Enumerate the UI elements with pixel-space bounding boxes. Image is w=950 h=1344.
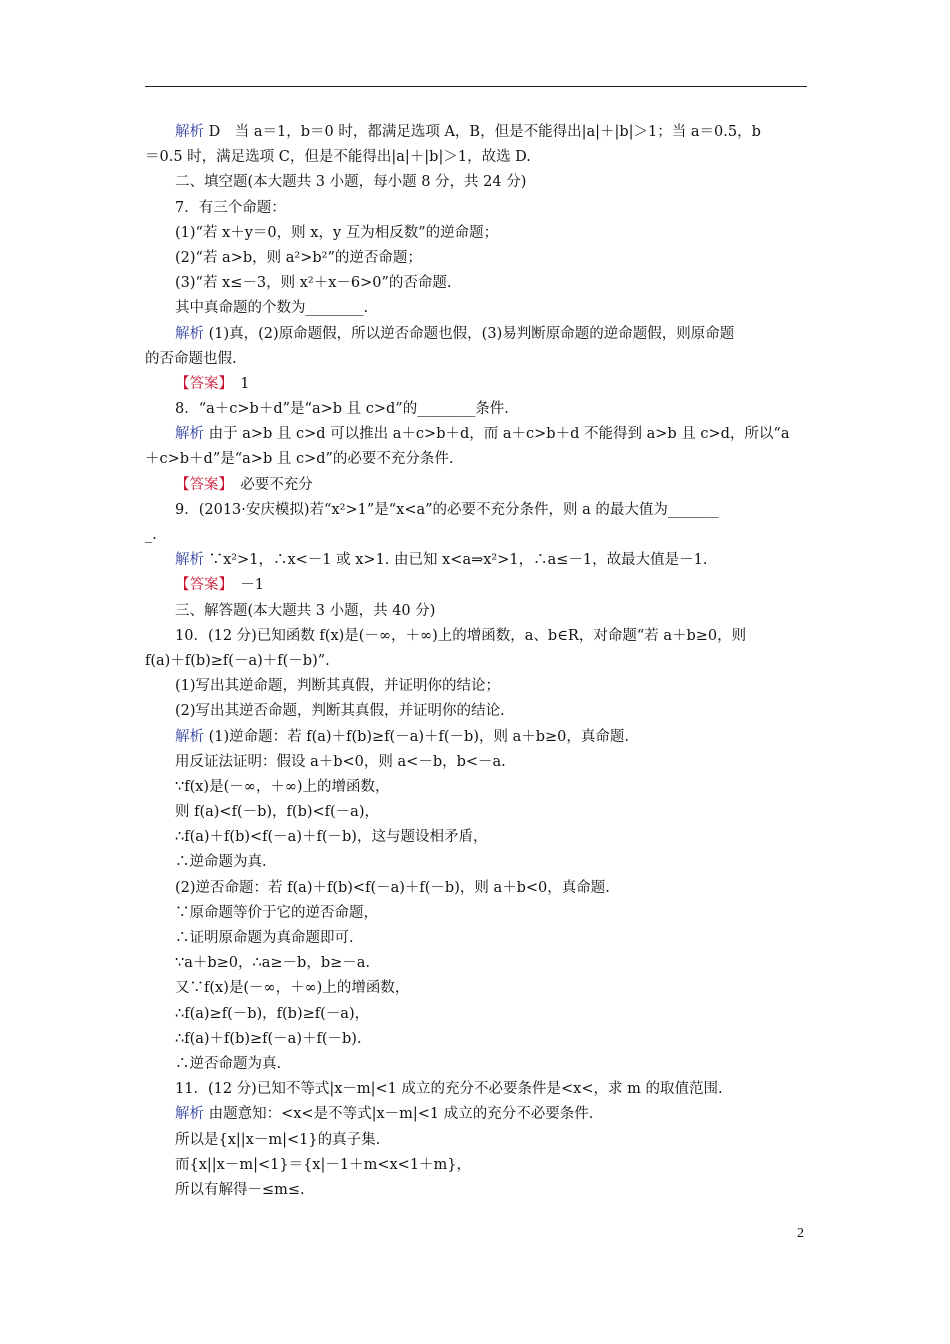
analysis-label: 解析 <box>175 124 204 140</box>
text-line <box>145 1077 807 1102</box>
line-text: 必要不充分 <box>225 476 313 493</box>
line-text: 11．(12 分)已知不等式|x－m|<1 成立的充分不必要条件是<x<，求 m 的取值范围. <box>175 1081 723 1098</box>
line-text: ∴f(a)＋f(b)≥f(－a)＋f(－b). <box>175 1030 362 1047</box>
line-text: ∴证明原命题为真命题即可. <box>175 930 354 946</box>
line-text: 二、填空题(本大题共 3 小题，每小题 8 分，共 24 分) <box>175 174 527 191</box>
text-line <box>145 624 807 649</box>
text-line <box>145 725 807 750</box>
line-text: 由于 a>b 且 c>d 可以推出 a＋c>b＋d，而 a＋c>b＋d 不能得到 a>b 且 c>d，所以“a <box>204 426 790 443</box>
text-line <box>145 674 807 699</box>
text-line <box>145 573 807 598</box>
answer-label: 【答案】 <box>175 375 226 392</box>
text-line <box>145 397 807 422</box>
line-text: (1)真，(2)原命题假，所以逆否命题也假，(3)易判断原命题的逆命题假，则原命题 <box>204 325 735 342</box>
text-line <box>145 347 807 372</box>
line-text: ∵f(x)是(－∞，＋∞)上的增函数， <box>175 778 390 795</box>
analysis-label: 解析 <box>175 1106 204 1123</box>
line-text: 三、解答题(本大题共 3 小题，共 40 分) <box>175 602 436 619</box>
text-line <box>145 775 807 800</box>
analysis-label: 解析 <box>175 426 204 443</box>
text-line <box>145 523 807 548</box>
line-text: 的否命题也假. <box>145 350 237 367</box>
text-line <box>145 1102 807 1127</box>
line-text: ∴f(a)≥f(－b)，f(b)≥f(－a)， <box>175 1005 370 1022</box>
line-text: 则 f(a)<f(－b)，f(b)<f(－a)， <box>175 804 379 821</box>
text-line <box>145 926 807 951</box>
line-text: 10．(12 分)已知函数 f(x)是(－∞，＋∞)上的增函数，a、b∈R，对命题“若 a＋b≥0，则 <box>175 627 747 644</box>
page-content <box>145 120 807 1203</box>
text-line <box>145 221 807 246</box>
header-rule <box>145 86 807 87</box>
text-line <box>145 498 807 523</box>
text-line <box>145 876 807 901</box>
text-line <box>145 850 807 875</box>
text-line <box>145 800 807 825</box>
text-line <box>145 825 807 850</box>
line-text: ＋c>b＋d”是“a>b 且 c>d”的必要不充分条件. <box>145 451 454 468</box>
text-line <box>145 296 807 321</box>
line-text: ∵原命题等价于它的逆否命题， <box>175 904 378 921</box>
text-line <box>145 699 807 724</box>
text-line <box>145 246 807 271</box>
text-line <box>145 422 807 447</box>
text-line <box>145 473 807 498</box>
analysis-label: 解析 <box>175 552 204 569</box>
text-line <box>145 1027 807 1052</box>
text-line <box>145 120 807 145</box>
text-line <box>145 196 807 221</box>
line-text: D 当 a＝1，b＝0 时，都满足选项 A，B，但是不能得出|a|＋|b|＞1；当 a＝0.5，b <box>204 124 761 140</box>
line-text: 所以是{x||x－m|<1}的真子集. <box>175 1131 381 1148</box>
line-text: f(a)＋f(b)≥f(－a)＋f(－b)”. <box>145 652 330 669</box>
text-line <box>145 1128 807 1153</box>
line-text: 而{x||x－m|<1}＝{x|－1＋m<x<1＋m}， <box>175 1156 472 1173</box>
text-line <box>145 170 807 195</box>
line-text: －1 <box>225 577 264 594</box>
text-line <box>145 372 807 397</box>
answer-label: 【答案】 <box>175 476 226 493</box>
text-line <box>145 145 807 170</box>
line-text: (2)写出其逆否命题，判断其真假，并证明你的结论. <box>175 703 505 720</box>
line-text: 其中真命题的个数为________. <box>175 300 369 317</box>
page-number: 2 <box>797 1226 804 1241</box>
analysis-label: 解析 <box>175 728 204 745</box>
line-text: (1)“若 x＋y＝0，则 x，y 互为相反数”的逆命题； <box>175 224 499 241</box>
line-text: 1 <box>225 375 250 392</box>
text-line <box>145 976 807 1001</box>
line-text: 7．有三个命题： <box>175 199 286 216</box>
text-line <box>145 271 807 296</box>
line-text: 用反证法证明：假设 a＋b<0，则 a<－b，b<－a. <box>175 753 506 770</box>
text-line <box>145 901 807 926</box>
line-text: (3)“若 x≤－3，则 x²＋x－6>0”的否命题. <box>175 275 452 292</box>
line-text: (2)“若 a>b，则 a²>b²”的逆否命题； <box>175 249 422 266</box>
text-line <box>145 322 807 347</box>
line-text: 由题意知：<x<是不等式|x－m|<1 成立的充分不必要条件. <box>204 1106 594 1123</box>
line-text: 8．“a＋c>b＋d”是“a>b 且 c>d”的________条件. <box>175 401 509 418</box>
text-line <box>145 1178 807 1203</box>
line-text: ∵a＋b≥0，∴a≥－b，b≥－a. <box>175 955 371 972</box>
text-line <box>145 649 807 674</box>
text-line <box>145 1153 807 1178</box>
text-line <box>145 1052 807 1077</box>
line-text: ∵x²>1，∴x<－1 或 x>1. 由已知 x<a⇒x²>1，∴a≤－1，故最大值是－1. <box>204 552 708 569</box>
answer-label: 【答案】 <box>175 577 226 594</box>
text-line <box>145 447 807 472</box>
line-text: (2)逆否命题：若 f(a)＋f(b)<f(－a)＋f(－b)，则 a＋b<0，真命题. <box>175 879 610 896</box>
line-text: _. <box>145 527 157 543</box>
text-line <box>145 548 807 573</box>
text-line <box>145 1002 807 1027</box>
line-text: (1)逆命题：若 f(a)＋f(b)≥f(－a)＋f(－b)，则 a＋b≥0，真命题. <box>204 728 630 745</box>
line-text: ∴逆命题为真. <box>175 854 267 871</box>
text-line <box>145 951 807 976</box>
line-text: 又∵f(x)是(－∞，＋∞)上的增函数， <box>175 980 410 997</box>
analysis-label: 解析 <box>175 325 204 342</box>
line-text: ＝0.5 时，满足选项 C，但是不能得出|a|＋|b|＞1，故选 D. <box>145 149 531 166</box>
text-line <box>145 750 807 775</box>
line-text: (1)写出其逆命题，判断其真假，并证明你的结论； <box>175 678 501 695</box>
line-text: 所以有解得－≤m≤. <box>175 1181 305 1198</box>
text-line <box>145 599 807 624</box>
line-text: ∴逆否命题为真. <box>175 1055 282 1072</box>
line-text: 9．(2013·安庆模拟)若“x²>1”是“x<a”的必要不充分条件，则 a 的最大值为_______ <box>175 501 719 518</box>
line-text: ∴f(a)＋f(b)<f(－a)＋f(－b)，这与题设相矛盾， <box>175 829 488 846</box>
